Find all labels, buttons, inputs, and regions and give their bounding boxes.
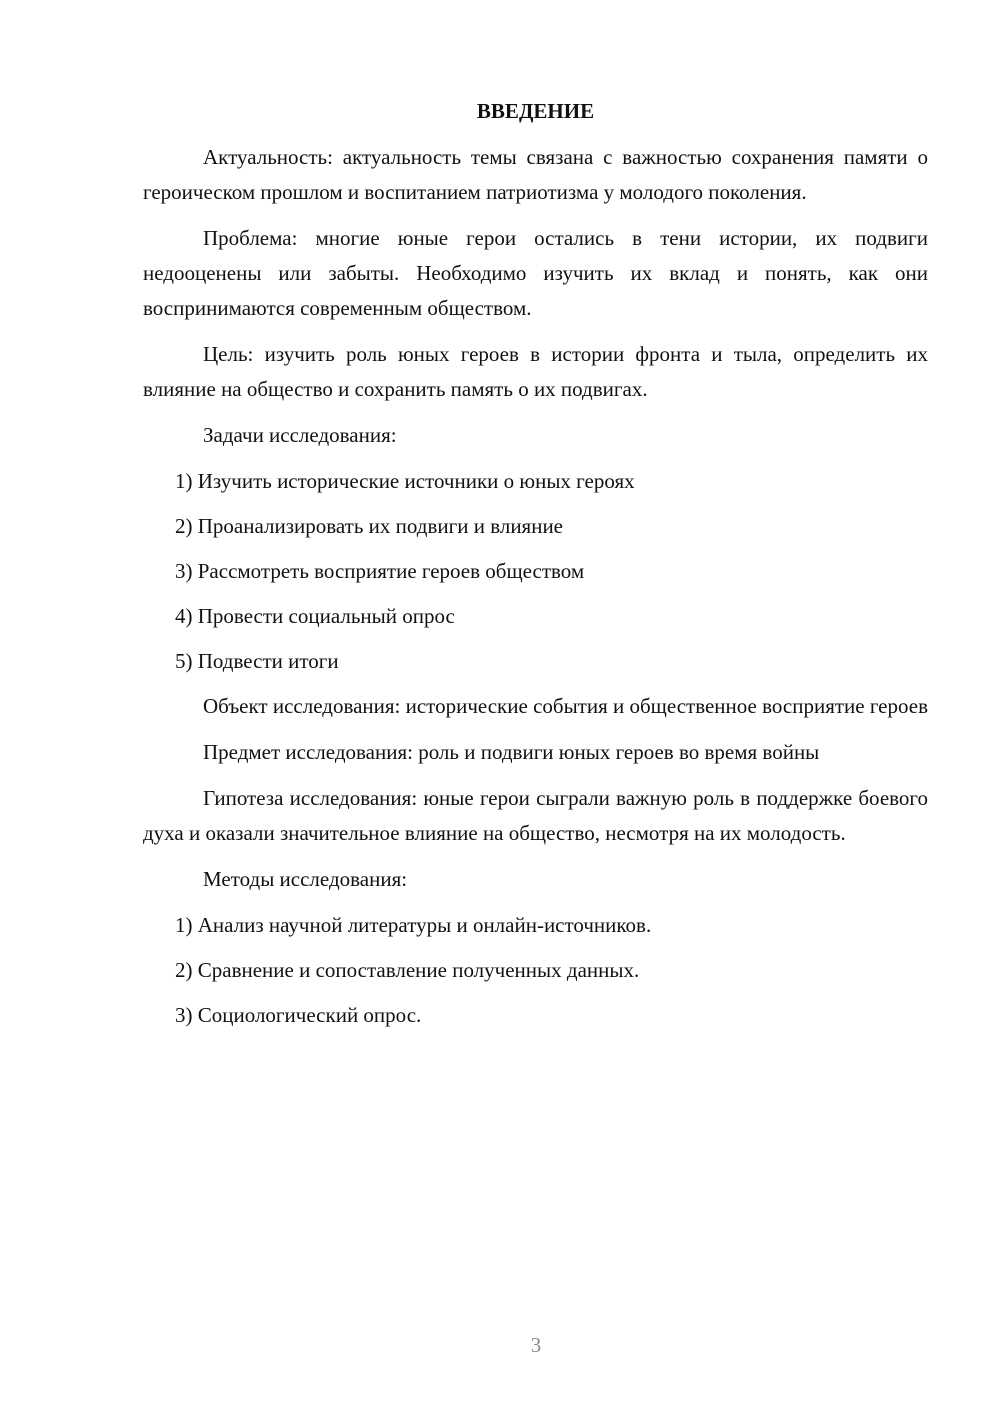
goal-paragraph: Цель: изучить роль юных героев в истории фронта и тыла, определить их влияние на общество и сохранить память о их подвигах.: [143, 342, 928, 401]
list-item: 3) Рассмотреть восприятие героев обществом: [175, 559, 585, 583]
methods-heading: Методы исследования:: [203, 867, 408, 891]
page-content: [143, 96, 928, 1043]
methods-list: [143, 908, 928, 1033]
list-item: 5) Подвести итоги: [175, 649, 339, 673]
hypothesis-paragraph: Гипотеза исследования: юные герои сыграли важную роль в поддержке боевого духа и оказали значительное влияние на общество, несмотря на их молодость.: [143, 786, 928, 845]
list-item: 2) Сравнение и сопоставление полученных данных.: [175, 958, 640, 982]
problem-paragraph: Проблема: многие юные герои остались в тени истории, их подвиги недооценены или забыты. Необходимо изучить их вклад и понять, как они воспринимаются современным обществом.: [143, 226, 928, 320]
section-heading: ВВЕДЕНИЕ: [476, 99, 595, 123]
object-paragraph: Объект исследования: исторические события и общественное восприятие героев: [203, 694, 928, 718]
list-item: 4) Провести социальный опрос: [175, 604, 455, 628]
tasks-heading: Задачи исследования:: [203, 423, 397, 447]
list-item: 1) Анализ научной литературы и онлайн-источников.: [175, 913, 652, 937]
tasks-list: [143, 464, 928, 679]
relevance-paragraph: Актуальность: актуальность темы связана с важностью сохранения памяти о героическом прошлом и воспитанием патриотизма у молодого поколения.: [143, 145, 928, 204]
list-item: 3) Социологический опрос.: [175, 1003, 422, 1027]
page-number: 3: [530, 1333, 542, 1357]
subject-paragraph: Предмет исследования: роль и подвиги юных героев во время войны: [203, 740, 820, 764]
list-item: 1) Изучить исторические источники о юных героях: [175, 469, 635, 493]
list-item: 2) Проанализировать их подвиги и влияние: [175, 514, 564, 538]
